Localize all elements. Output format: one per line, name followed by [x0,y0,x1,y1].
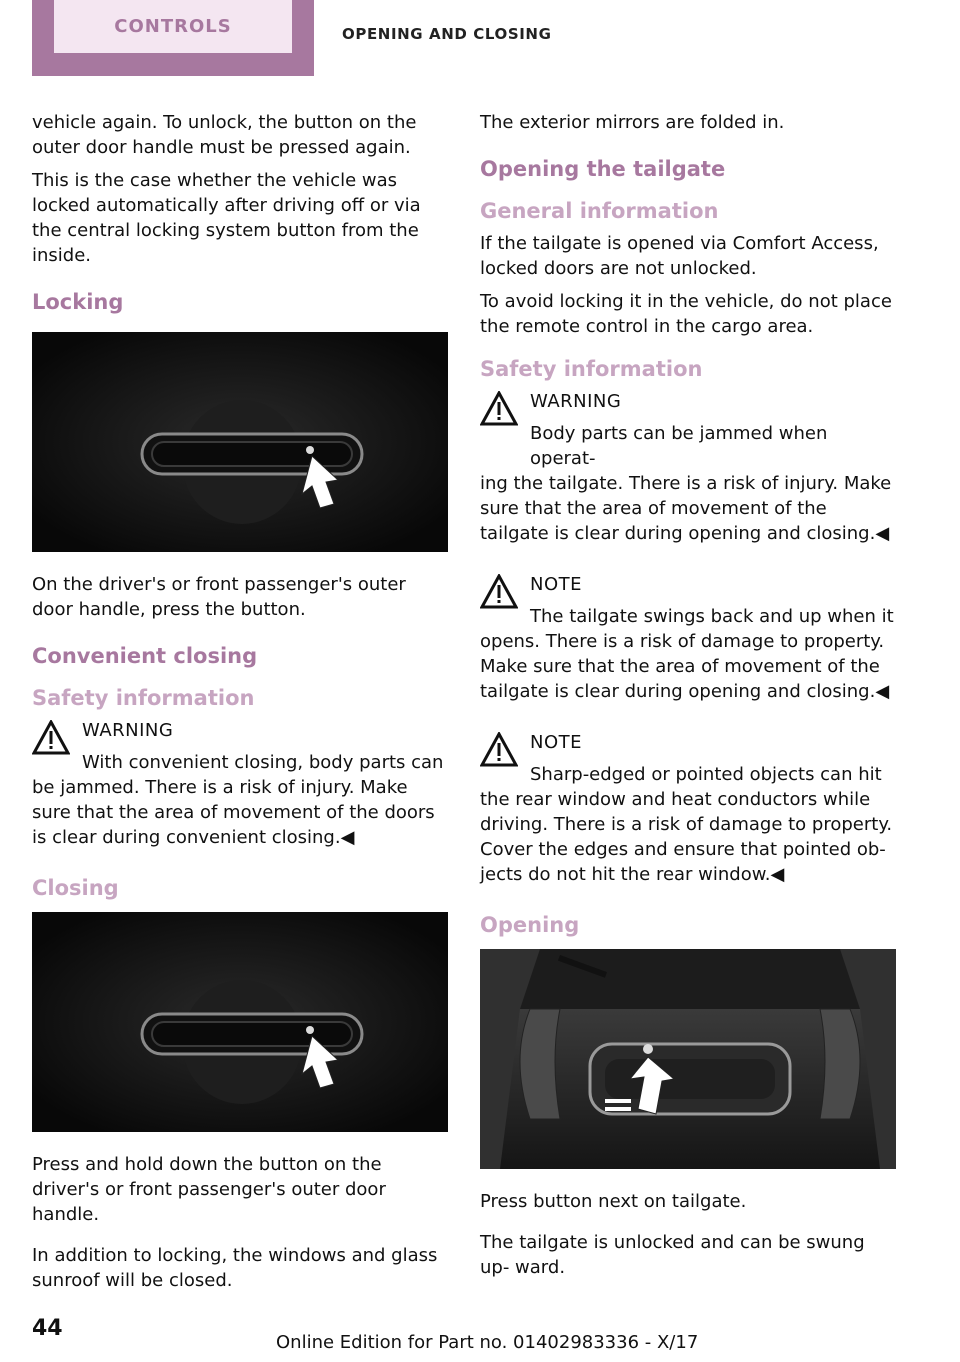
paragraph: The tailgate is unlocked and can be swung up‐ ward. [480,1232,865,1278]
warning-label: WARNING [82,720,174,741]
heading-general-information: General information [480,199,719,223]
warning-text: Body parts can be jammed when operat‐ [530,423,828,469]
heading-opening: Opening [480,913,580,937]
warning-triangle-icon [480,391,518,427]
warning-triangle-icon [480,732,518,768]
paragraph: vehicle again. To unlock, the button on the outer door handle must be pressed again. [32,112,417,158]
edition-note: Online Edition for Part no. 01402983336 - X/17 [276,1332,699,1353]
paragraph: In addition to locking, the windows and glass sunroof will be closed. [32,1245,438,1291]
paragraph: If the tailgate is opened via Comfort Access, locked doors are not unlocked. [480,233,879,279]
page-number: 44 [32,1316,63,1341]
note-text: The tailgate swings back and up when it [530,606,894,627]
note-label: NOTE [530,574,583,595]
section-title: OPENING AND CLOSING [342,25,552,43]
warning-triangle-icon [480,574,518,610]
paragraph: This is the case whether the vehicle was locked automatically after driving off or via the central locking system button from the inside. [32,170,421,266]
paragraph: To avoid locking it in the vehicle, do not place the remote control in the cargo area. [480,291,892,337]
warning-text: With convenient closing, body parts can [82,752,444,773]
figure-caption: Press button next on tailgate. [480,1191,747,1212]
warning-text-continued: be jammed. There is a risk of injury. Make sure that the area of movement of the doors is clear during convenient closing.◀ [32,777,435,848]
heading-locking: Locking [32,290,124,314]
heading-safety-information: Safety information [480,357,703,381]
note-block [480,572,896,704]
heading-convenient-closing: Convenient closing [32,644,258,668]
note-block [480,730,896,887]
heading-closing: Closing [32,876,119,900]
chapter-label: CONTROLS [54,0,292,53]
left-column [32,110,448,1301]
paragraph: The exterior mirrors are folded in. [480,112,785,133]
warning-triangle-icon [32,720,70,756]
right-column [480,110,896,1288]
note-text-continued: the rear window and heat conductors while driving. There is a risk of damage to property. Cover the edges and ensure that pointed ob‐ jects do not hit the rear window.◀ [480,789,893,885]
chapter-tab [32,0,314,76]
warning-block [32,718,448,850]
note-text: Sharp-edged or pointed objects can hit [530,764,882,785]
door-handle-image [32,332,448,552]
warning-text-continued: ing the tailgate. There is a risk of injury. Make sure that the area of movement of the tailgate is clear during opening and closing.◀ [480,473,892,544]
heading-opening-tailgate: Opening the tailgate [480,157,726,181]
warning-label: WARNING [530,391,622,412]
note-label: NOTE [530,732,583,753]
door-handle-image [32,912,448,1132]
figure-caption: On the driver's or front passenger's outer door handle, press the button. [32,574,406,620]
tailgate-image [480,949,896,1169]
figure-caption: Press and hold down the button on the driver's or front passenger's outer door handle. [32,1154,386,1225]
warning-block [480,389,896,546]
heading-safety-information: Safety information [32,686,255,710]
note-text-continued: opens. There is a risk of damage to property. Make sure that the area of movement of the tailgate is clear during opening and closing.◀ [480,631,890,702]
